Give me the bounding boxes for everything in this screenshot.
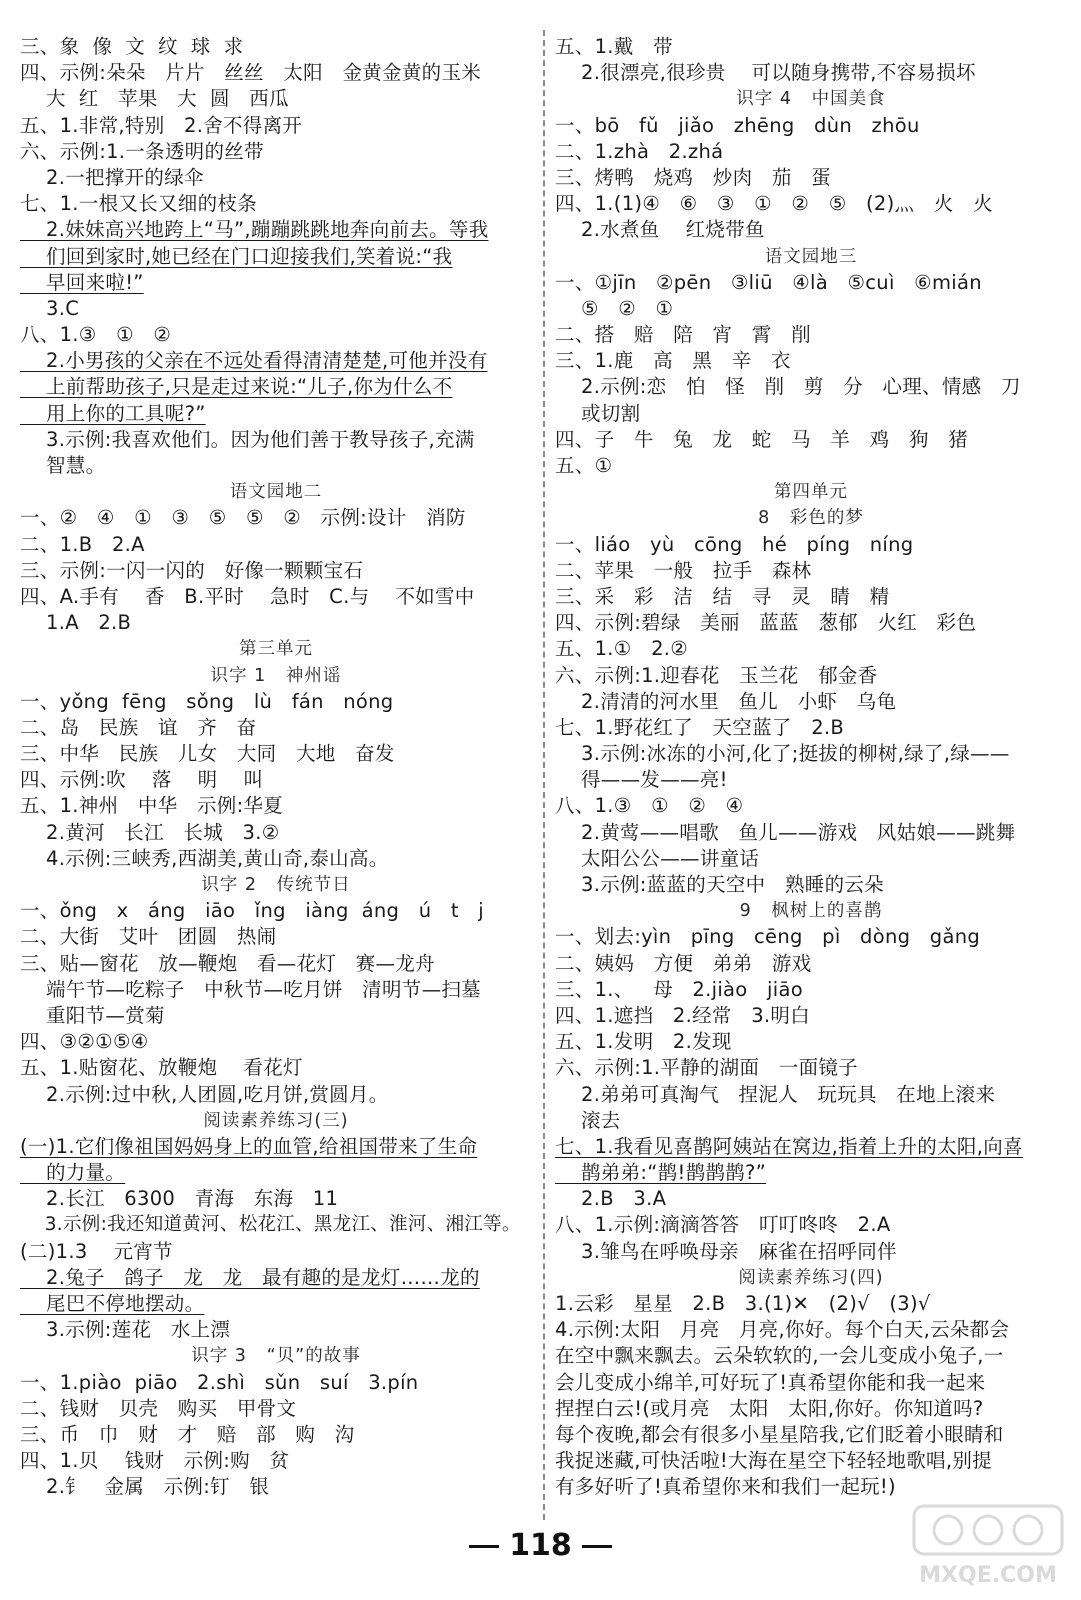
answer-text: 八、1.示例:滴滴答答 叮叮咚咚 2.A <box>555 1213 891 1237</box>
answer-text: 识字 3 “贝”的故事 <box>191 1346 361 1367</box>
answer-line <box>20 924 532 950</box>
answer-line <box>20 217 532 243</box>
answer-line <box>555 1029 1067 1055</box>
answer-text: 识字 1 神州谣 <box>210 665 342 686</box>
answer-line <box>20 689 532 715</box>
answer-line <box>20 898 532 924</box>
answer-text: 二、1.zhà 2.zhá <box>555 139 724 163</box>
section-heading <box>555 505 1067 531</box>
answer-line <box>20 1448 532 1474</box>
answer-text: 有多好听了!真希望你来和我们一起玩!) <box>555 1475 896 1499</box>
answer-text: 二、苹果 一般 拉手 森林 <box>555 558 812 582</box>
answer-text: 3.示例:莲花 水上漂 <box>20 1318 231 1342</box>
answer-text: 4.示例:三峡秀,西湖美,黄山奇,泰山高。 <box>20 846 389 870</box>
answer-line <box>555 584 1067 610</box>
answer-text: 六、示例:1.平静的湖面 一面镜子 <box>555 1056 858 1080</box>
answer-text: 七、1.一根又长又细的枝条 <box>20 192 258 216</box>
answer-line <box>20 139 532 165</box>
column-divider <box>543 30 545 1520</box>
answer-line <box>555 1134 1067 1160</box>
answer-text: 识字 2 传统节日 <box>201 875 351 895</box>
answer-text: 智慧。 <box>20 454 106 477</box>
answer-text: 五、1.非常,特别 2.舍不得离开 <box>20 113 303 137</box>
answer-text: 四、③②①⑤④ <box>20 1030 149 1054</box>
section-heading <box>555 898 1067 924</box>
answer-text: 2.B 3.A <box>555 1187 667 1211</box>
answer-line <box>555 1160 1067 1186</box>
answer-text: 2.妹妹高兴地跨上“马”,蹦蹦跳跳地奔向前去。等我 <box>20 218 489 242</box>
answer-text: 四、示例:碧绿 美丽 蓝蓝 葱郁 火红 彩色 <box>555 611 977 635</box>
answer-text: ⑤ ② ① <box>555 296 674 320</box>
answer-text: 用上你的工具呢?” <box>20 401 206 425</box>
answer-text: 太阳公公——讲童话 <box>555 846 760 870</box>
answer-text: 2.小男孩的父亲在不远处看得清清楚楚,可他并没有 <box>20 349 488 373</box>
answer-line <box>20 60 532 86</box>
answer-text: 五、1.神州 中华 示例:华夏 <box>20 794 284 818</box>
answer-line <box>555 846 1067 872</box>
answer-text: 语文园地二 <box>229 482 323 503</box>
answer-line <box>555 1003 1067 1029</box>
answer-line <box>555 348 1067 374</box>
answer-line <box>20 558 532 584</box>
answer-text: 重阳节—赏菊 <box>20 1003 165 1027</box>
answer-line <box>20 165 532 191</box>
answer-text: 的力量。 <box>20 1161 126 1185</box>
answer-text: 第三单元 <box>239 639 313 660</box>
answer-line <box>20 1160 532 1186</box>
section-heading <box>20 872 532 898</box>
right-column <box>555 34 1067 1501</box>
answer-line <box>20 977 532 1003</box>
answer-line <box>555 270 1067 296</box>
answer-line <box>555 1082 1067 1108</box>
answer-line <box>20 1082 532 1108</box>
answer-text: 3.C <box>20 296 80 320</box>
answer-line <box>555 1396 1067 1422</box>
answer-text: 2.黄莺——唱歌 鱼儿——游戏 风姑娘——跳舞 <box>555 820 1016 844</box>
answer-text: 8 彩色的梦 <box>758 508 864 529</box>
answer-line <box>555 558 1067 584</box>
section-heading <box>20 479 532 505</box>
answer-text: 二、大街 艾叶 团圆 热闹 <box>20 925 277 949</box>
answer-text: 2.示例:恋 怕 怪 削 剪 分 心理、情感 刀 <box>555 375 1021 399</box>
answer-line <box>20 505 532 531</box>
answer-text: 2.示例:过中秋,人团圆,吃月饼,赏圆月。 <box>20 1082 389 1106</box>
answer-line <box>555 872 1067 898</box>
answer-text: 二、岛 民族 谊 齐 奋 <box>20 715 257 739</box>
answer-text: 六、示例:1.迎春花 玉兰花 郁金香 <box>555 663 878 687</box>
answer-text: 一、liáo yù cōng hé píng níng <box>555 532 914 556</box>
answer-text: 五、1.① 2.② <box>555 637 689 661</box>
answer-text: 每个夜晚,都会有很多小星星陪我,它们眨着小眼睛和 <box>555 1422 1004 1446</box>
answer-line <box>20 296 532 322</box>
answer-text: 四、A.手有 香 B.平时 急时 C.与 不如雪中 <box>20 584 475 608</box>
answer-text: 9 枫树上的喜鹊 <box>739 901 883 922</box>
answer-text: 2.兔子 鸽子 龙 龙 最有趣的是龙灯……龙的 <box>20 1265 480 1289</box>
answer-text: 得——发——亮! <box>555 768 728 792</box>
answer-text: 三、采 彩 洁 结 寻 灵 睛 精 <box>555 584 890 608</box>
answer-line <box>20 401 532 427</box>
answer-line <box>555 165 1067 191</box>
answer-line <box>555 34 1067 60</box>
answer-line <box>20 191 532 217</box>
answer-text: 上前帮助孩子,只是走过来说:“儿子,你为什么不 <box>20 375 453 399</box>
answer-line <box>555 217 1067 243</box>
answer-text: 三、烤鸭 烧鸡 炒肉 茄 蛋 <box>555 165 831 189</box>
section-heading <box>20 663 532 689</box>
answer-line <box>555 741 1067 767</box>
answer-line <box>555 636 1067 662</box>
answer-text: 捏捏白云!(或月亮 太阳 太阳,你好。你知道吗? <box>555 1396 984 1420</box>
answer-line <box>20 1134 532 1160</box>
answer-text: 鹊弟弟:“鹊!鹊鹊鹊?” <box>555 1161 767 1185</box>
answer-line <box>20 532 532 558</box>
section-heading <box>555 1265 1067 1291</box>
answer-text: 2.钅 金属 示例:钉 银 <box>20 1475 270 1499</box>
answer-text: 3.示例:冰冻的小河,化了;挺拔的柳树,绿了,绿—— <box>555 742 1010 766</box>
answer-line <box>555 793 1067 819</box>
answer-line <box>555 60 1067 86</box>
answer-text: 四、1.遮挡 2.经常 3.明白 <box>555 1003 811 1027</box>
answer-text: 六、示例:1.一条透明的丝带 <box>20 139 264 163</box>
section-heading <box>555 479 1067 505</box>
answer-line <box>555 1055 1067 1081</box>
answer-line <box>20 270 532 296</box>
answer-text: 四、子 牛 兔 龙 蛇 马 羊 鸡 狗 猪 <box>555 427 969 451</box>
answer-text: 滚去 <box>555 1108 621 1132</box>
answer-line <box>20 793 532 819</box>
answer-line <box>20 1029 532 1055</box>
answer-line <box>20 34 532 60</box>
answer-text: 二、钱财 贝壳 购买 甲骨文 <box>20 1396 297 1420</box>
answer-line <box>555 715 1067 741</box>
answer-line <box>555 1422 1067 1448</box>
left-column <box>20 34 532 1501</box>
answer-line <box>20 1003 532 1029</box>
answer-line <box>555 663 1067 689</box>
answer-line <box>555 296 1067 322</box>
answer-text: 八、1.③ ① ② ④ <box>555 794 744 818</box>
answer-text: 2.清清的河水里 鱼儿 小虾 乌龟 <box>555 689 897 713</box>
answer-line <box>555 191 1067 217</box>
answer-line <box>20 427 532 453</box>
answer-text: 四、1.(1)④ ⑥ ③ ① ② ⑤ (2)灬 火 火 <box>555 192 993 216</box>
answer-text: 2.弟弟可真淘气 捏泥人 玩玩具 在地上滚来 <box>555 1082 996 1106</box>
answer-text: 们回到家时,她已经在门口迎接我们,笑着说:“我 <box>20 244 453 268</box>
answer-text: (一)1.它们像祖国妈妈身上的血管,给祖国带来了生命 <box>20 1134 478 1158</box>
answer-line <box>555 322 1067 348</box>
answer-text: 四、1.贝 钱财 示例:购 贫 <box>20 1449 290 1473</box>
answer-line <box>555 820 1067 846</box>
answer-text: 会儿变成小绵羊,可好玩了!真希望你能和我一起来 <box>555 1370 986 1394</box>
answer-line <box>555 951 1067 977</box>
answer-text: 在空中飘来飘去。云朵软软的,一会儿变成小兔子,一 <box>555 1344 1004 1368</box>
answer-line <box>555 1239 1067 1265</box>
answer-text: 二、1.B 2.A <box>20 532 145 556</box>
answer-line <box>20 767 532 793</box>
answer-text: 我捉迷藏,可快活啦!大海在星空下轻轻地歌唱,别提 <box>555 1449 992 1473</box>
answer-line <box>20 374 532 400</box>
answer-text: 尾巴不停地摆动。 <box>20 1292 205 1315</box>
answer-text: 七、1.野花红了 天空蓝了 2.B <box>555 715 845 739</box>
answer-line <box>20 1055 532 1081</box>
answer-text: 五、1.戴 带 <box>555 35 673 58</box>
answer-line <box>20 1370 532 1396</box>
answer-line <box>555 1212 1067 1238</box>
answer-line <box>20 1474 532 1500</box>
answer-text: 端午节—吃粽子 中秋节—吃月饼 清明节—扫墓 <box>20 977 481 1001</box>
answer-text: 2.很漂亮,很珍贵 可以随身携带,不容易损坏 <box>555 61 976 85</box>
answer-text: 一、①jīn ②pēn ③liū ④là ⑤cuì ⑥mián <box>555 270 982 294</box>
section-heading <box>20 1108 532 1134</box>
answer-line <box>20 1212 532 1238</box>
answer-text: 二、姨妈 方便 弟弟 游戏 <box>555 951 812 975</box>
section-heading <box>555 86 1067 112</box>
answer-text: (二)1.3 元宵节 <box>20 1239 173 1263</box>
answer-text: 一、yǒng fēng sǒng lù fán nóng <box>20 689 394 713</box>
section-heading <box>555 244 1067 270</box>
answer-line <box>555 113 1067 139</box>
answer-line <box>555 689 1067 715</box>
answer-line <box>20 322 532 348</box>
section-heading <box>20 636 532 662</box>
answer-line <box>555 374 1067 400</box>
answer-line <box>555 1186 1067 1212</box>
answer-line <box>20 453 532 479</box>
answer-line <box>20 348 532 374</box>
answer-text: 3.示例:蓝蓝的天空中 熟睡的云朵 <box>555 873 884 896</box>
answer-text: 2.长江 6300 青海 东海 11 <box>20 1187 339 1211</box>
answer-line <box>20 1291 532 1317</box>
answer-text: 一、划去:yìn pīng cēng pì dòng gǎng <box>555 925 981 949</box>
answer-text: 4.示例:太阳 月亮 月亮,你好。每个白天,云朵都会 <box>555 1318 1010 1342</box>
answer-text: 早回来啦!” <box>20 270 144 294</box>
answer-line <box>555 427 1067 453</box>
answer-line <box>20 86 532 112</box>
answer-text: 一、1.piào piāo 2.shì sǔn suí 3.pín <box>20 1370 419 1394</box>
answer-line <box>20 1317 532 1343</box>
answer-text: 三、币 巾 财 才 赔 部 购 沟 <box>20 1422 355 1446</box>
answer-line <box>555 1108 1067 1134</box>
answer-text: 一、ǒng x áng iāo ǐng iàng áng ú t j <box>20 899 485 923</box>
answer-line <box>555 610 1067 636</box>
answer-line <box>20 820 532 846</box>
answer-text: 三、象 像 文 纹 球 求 <box>20 35 244 58</box>
answer-text: 三、示例:一闪一闪的 好像一颗颗宝石 <box>20 558 364 582</box>
answer-line <box>555 532 1067 558</box>
answer-text: 四、示例:朵朵 片片 丝丝 太阳 金黄金黄的玉米 <box>20 61 482 85</box>
answer-text: 第四单元 <box>774 482 848 503</box>
answer-text: 3.示例:我喜欢他们。因为他们善于教导孩子,充满 <box>20 427 475 451</box>
answer-line <box>20 1422 532 1448</box>
answer-text: 1.A 2.B <box>20 611 132 635</box>
answer-line <box>555 977 1067 1003</box>
answer-text: 3.示例:我还知道黄河、松花江、黑龙江、淮河、湘江等。 <box>20 1214 521 1236</box>
answer-text: 一、bō fǔ jiǎo zhēng dùn zhōu <box>555 113 920 137</box>
answer-line <box>20 741 532 767</box>
watermark-logo <box>908 1500 1068 1592</box>
answer-line <box>555 1317 1067 1343</box>
answer-text: 语文园地三 <box>764 246 858 267</box>
answer-line <box>555 1474 1067 1500</box>
answer-line <box>555 767 1067 793</box>
answer-line <box>20 1239 532 1265</box>
answer-line <box>555 1448 1067 1474</box>
answer-text: 二、搭 赔 陪 宵 霄 削 <box>555 323 811 347</box>
answer-line <box>20 584 532 610</box>
answer-text: 一、② ④ ① ③ ⑤ ⑤ ② 示例:设计 消防 <box>20 506 466 530</box>
answer-text: 五、1.发明 2.发现 <box>555 1030 732 1054</box>
answer-text: 三、中华 民族 儿女 大同 大地 奋发 <box>20 742 395 766</box>
answer-line <box>20 113 532 139</box>
answer-line <box>20 1265 532 1291</box>
section-heading <box>20 1343 532 1369</box>
answer-line <box>555 1291 1067 1317</box>
answer-line <box>20 846 532 872</box>
answer-text: 四、示例:吹 落 明 叫 <box>20 768 264 792</box>
answer-text: 阅读素养练习(三) <box>203 1110 349 1131</box>
answer-text: 三、1.鹿 高 黑 辛 衣 <box>555 349 791 373</box>
answer-text: 2.一把撑开的绿伞 <box>20 165 204 189</box>
answer-text: 2.水煮鱼 红烧带鱼 <box>555 218 765 242</box>
answer-text: 八、1.③ ① ② <box>20 323 172 347</box>
answer-text: 五、1.贴窗花、放鞭炮 看花灯 <box>20 1056 303 1080</box>
answer-text: 五、① <box>555 454 613 477</box>
answer-line <box>555 1370 1067 1396</box>
answer-line <box>555 401 1067 427</box>
answer-line <box>20 715 532 741</box>
answer-text: 三、1.、 母 2.jiào jiāo <box>555 977 803 1001</box>
answer-line <box>555 924 1067 950</box>
answer-text: 2.黄河 长江 长城 3.② <box>20 820 280 844</box>
answer-text: 阅读素养练习(四) <box>738 1267 884 1288</box>
answer-line <box>20 610 532 636</box>
watermark-text: MXQE.COM <box>919 1563 1057 1588</box>
answer-line <box>555 139 1067 165</box>
answer-line <box>20 1396 532 1422</box>
footer-dash-right <box>582 1545 612 1548</box>
answer-text: 识字 4 中国美食 <box>736 89 886 110</box>
answer-line <box>20 951 532 977</box>
answer-line <box>555 1343 1067 1369</box>
page-number: 118 <box>509 1528 572 1563</box>
answer-line <box>20 1186 532 1212</box>
answer-text: 1.云彩 星星 2.B 3.(1)✕ (2)√ (3)√ <box>555 1292 931 1315</box>
answer-text: 3.雏鸟在呼唤母亲 麻雀在招呼同伴 <box>555 1239 897 1263</box>
footer-dash-left <box>469 1545 499 1548</box>
answer-line <box>555 453 1067 479</box>
answer-text: 七、1.我看见喜鹊阿姨站在窝边,指着上升的太阳,向喜 <box>555 1134 1023 1158</box>
answer-line <box>20 244 532 270</box>
answer-text: 三、贴—窗花 放—鞭炮 看—花灯 赛—龙舟 <box>20 951 435 975</box>
answer-text: 大 红 苹果 大 圆 西瓜 <box>20 87 289 111</box>
answer-text: 或切割 <box>555 401 641 425</box>
